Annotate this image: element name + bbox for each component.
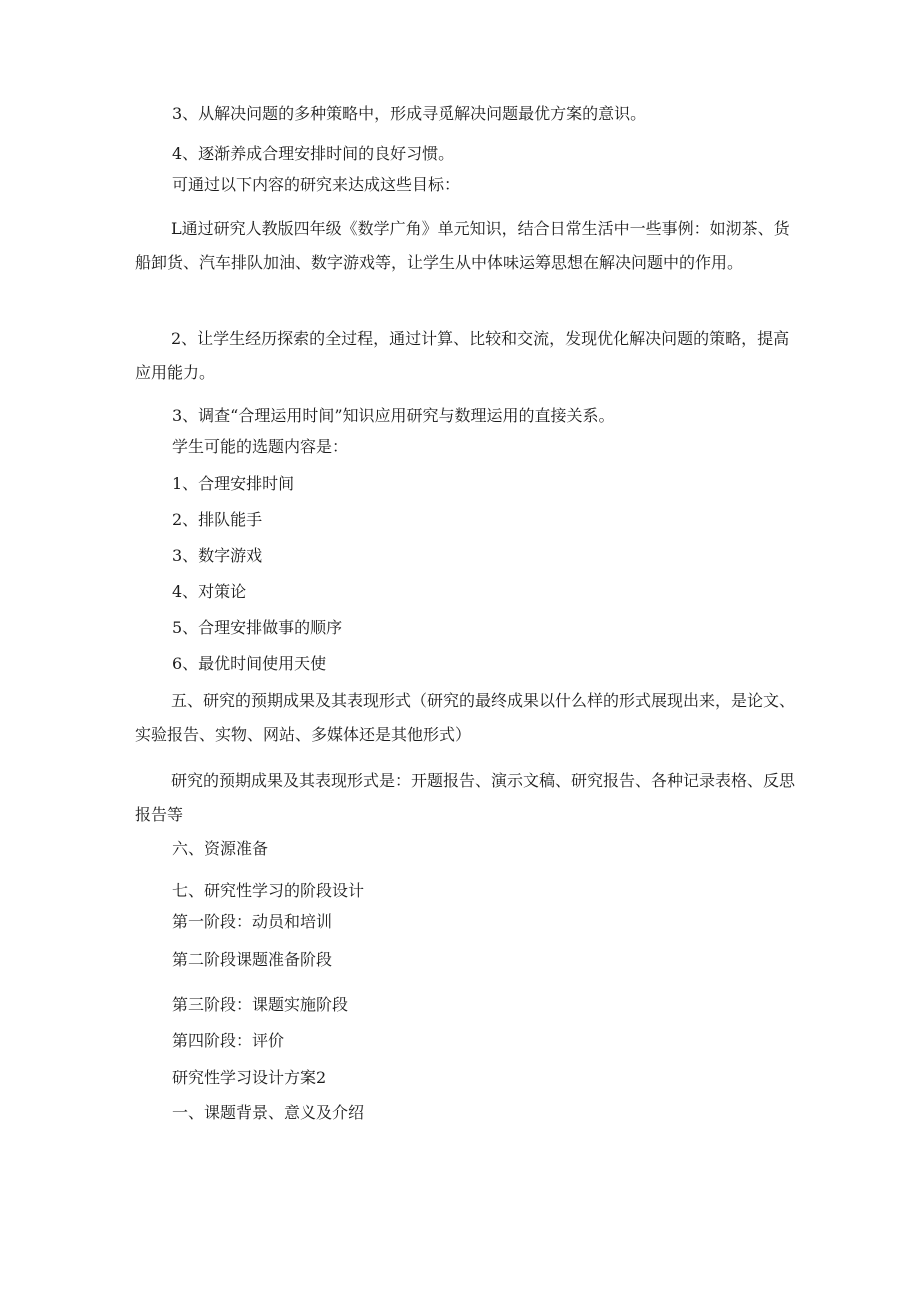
section-heading-6: 六、资源准备 — [172, 839, 269, 858]
text-line-intro: 可通过以下内容的研究来达成这些目标： — [172, 175, 461, 194]
text-line-item-3: 3、调查“合理运用时间”知识应用研究与数理运用的直接关系。 — [172, 406, 615, 425]
section-heading-7: 七、研究性学习的阶段设计 — [172, 881, 365, 900]
list-item-topic-6: 6、最优时间使用天使 — [172, 654, 327, 673]
text-line-goal-3: 3、从解决问题的多种策略中，形成寻觅解决问题最优方案的意识。 — [172, 104, 647, 123]
list-item-topic-2: 2、排队能手 — [172, 510, 263, 529]
text-line-topics-heading: 学生可能的选题内容是： — [172, 437, 349, 456]
paragraph-expected-results: 研究的预期成果及其表现形式是：开题报告、演示文稿、研究报告、各种记录表格、反思报告等 — [135, 771, 796, 824]
section-heading-1: 一、课题背景、意义及介绍 — [172, 1103, 365, 1122]
plan-title-2: 研究性学习设计方案2 — [172, 1068, 327, 1087]
stage-2: 第二阶段课题准备阶段 — [172, 950, 333, 969]
paragraph-item-2: 2、让学生经历探索的全过程，通过计算、比较和交流，发现优化解决问题的策略，提高应用能力。 — [135, 329, 790, 382]
stage-1: 第一阶段：动员和培训 — [172, 912, 333, 931]
text-line-goal-4: 4、逐渐养成合理安排时间的良好习惯。 — [172, 144, 455, 163]
stage-4: 第四阶段：评价 — [172, 1031, 285, 1050]
list-item-topic-4: 4、对策论 — [172, 582, 247, 601]
paragraph-item-1: L通过研究人教版四年级《数学广角》单元知识，结合日常生活中一些事例：如沏茶、货船卸货、汽车排队加油、数字游戏等，让学生从中体味运筹思想在解决问题中的作用。 — [135, 219, 790, 272]
stage-3: 第三阶段：课题实施阶段 — [172, 995, 349, 1014]
list-item-topic-1: 1、合理安排时间 — [172, 474, 295, 493]
list-item-topic-5: 5、合理安排做事的顺序 — [172, 618, 343, 637]
list-item-topic-3: 3、数字游戏 — [172, 546, 263, 565]
section-heading-5: 五、研究的预期成果及其表现形式（研究的最终成果以什么样的形式展现出来，是论文、实验报告、实物、网站、多媒体还是其他形式） — [135, 691, 796, 744]
